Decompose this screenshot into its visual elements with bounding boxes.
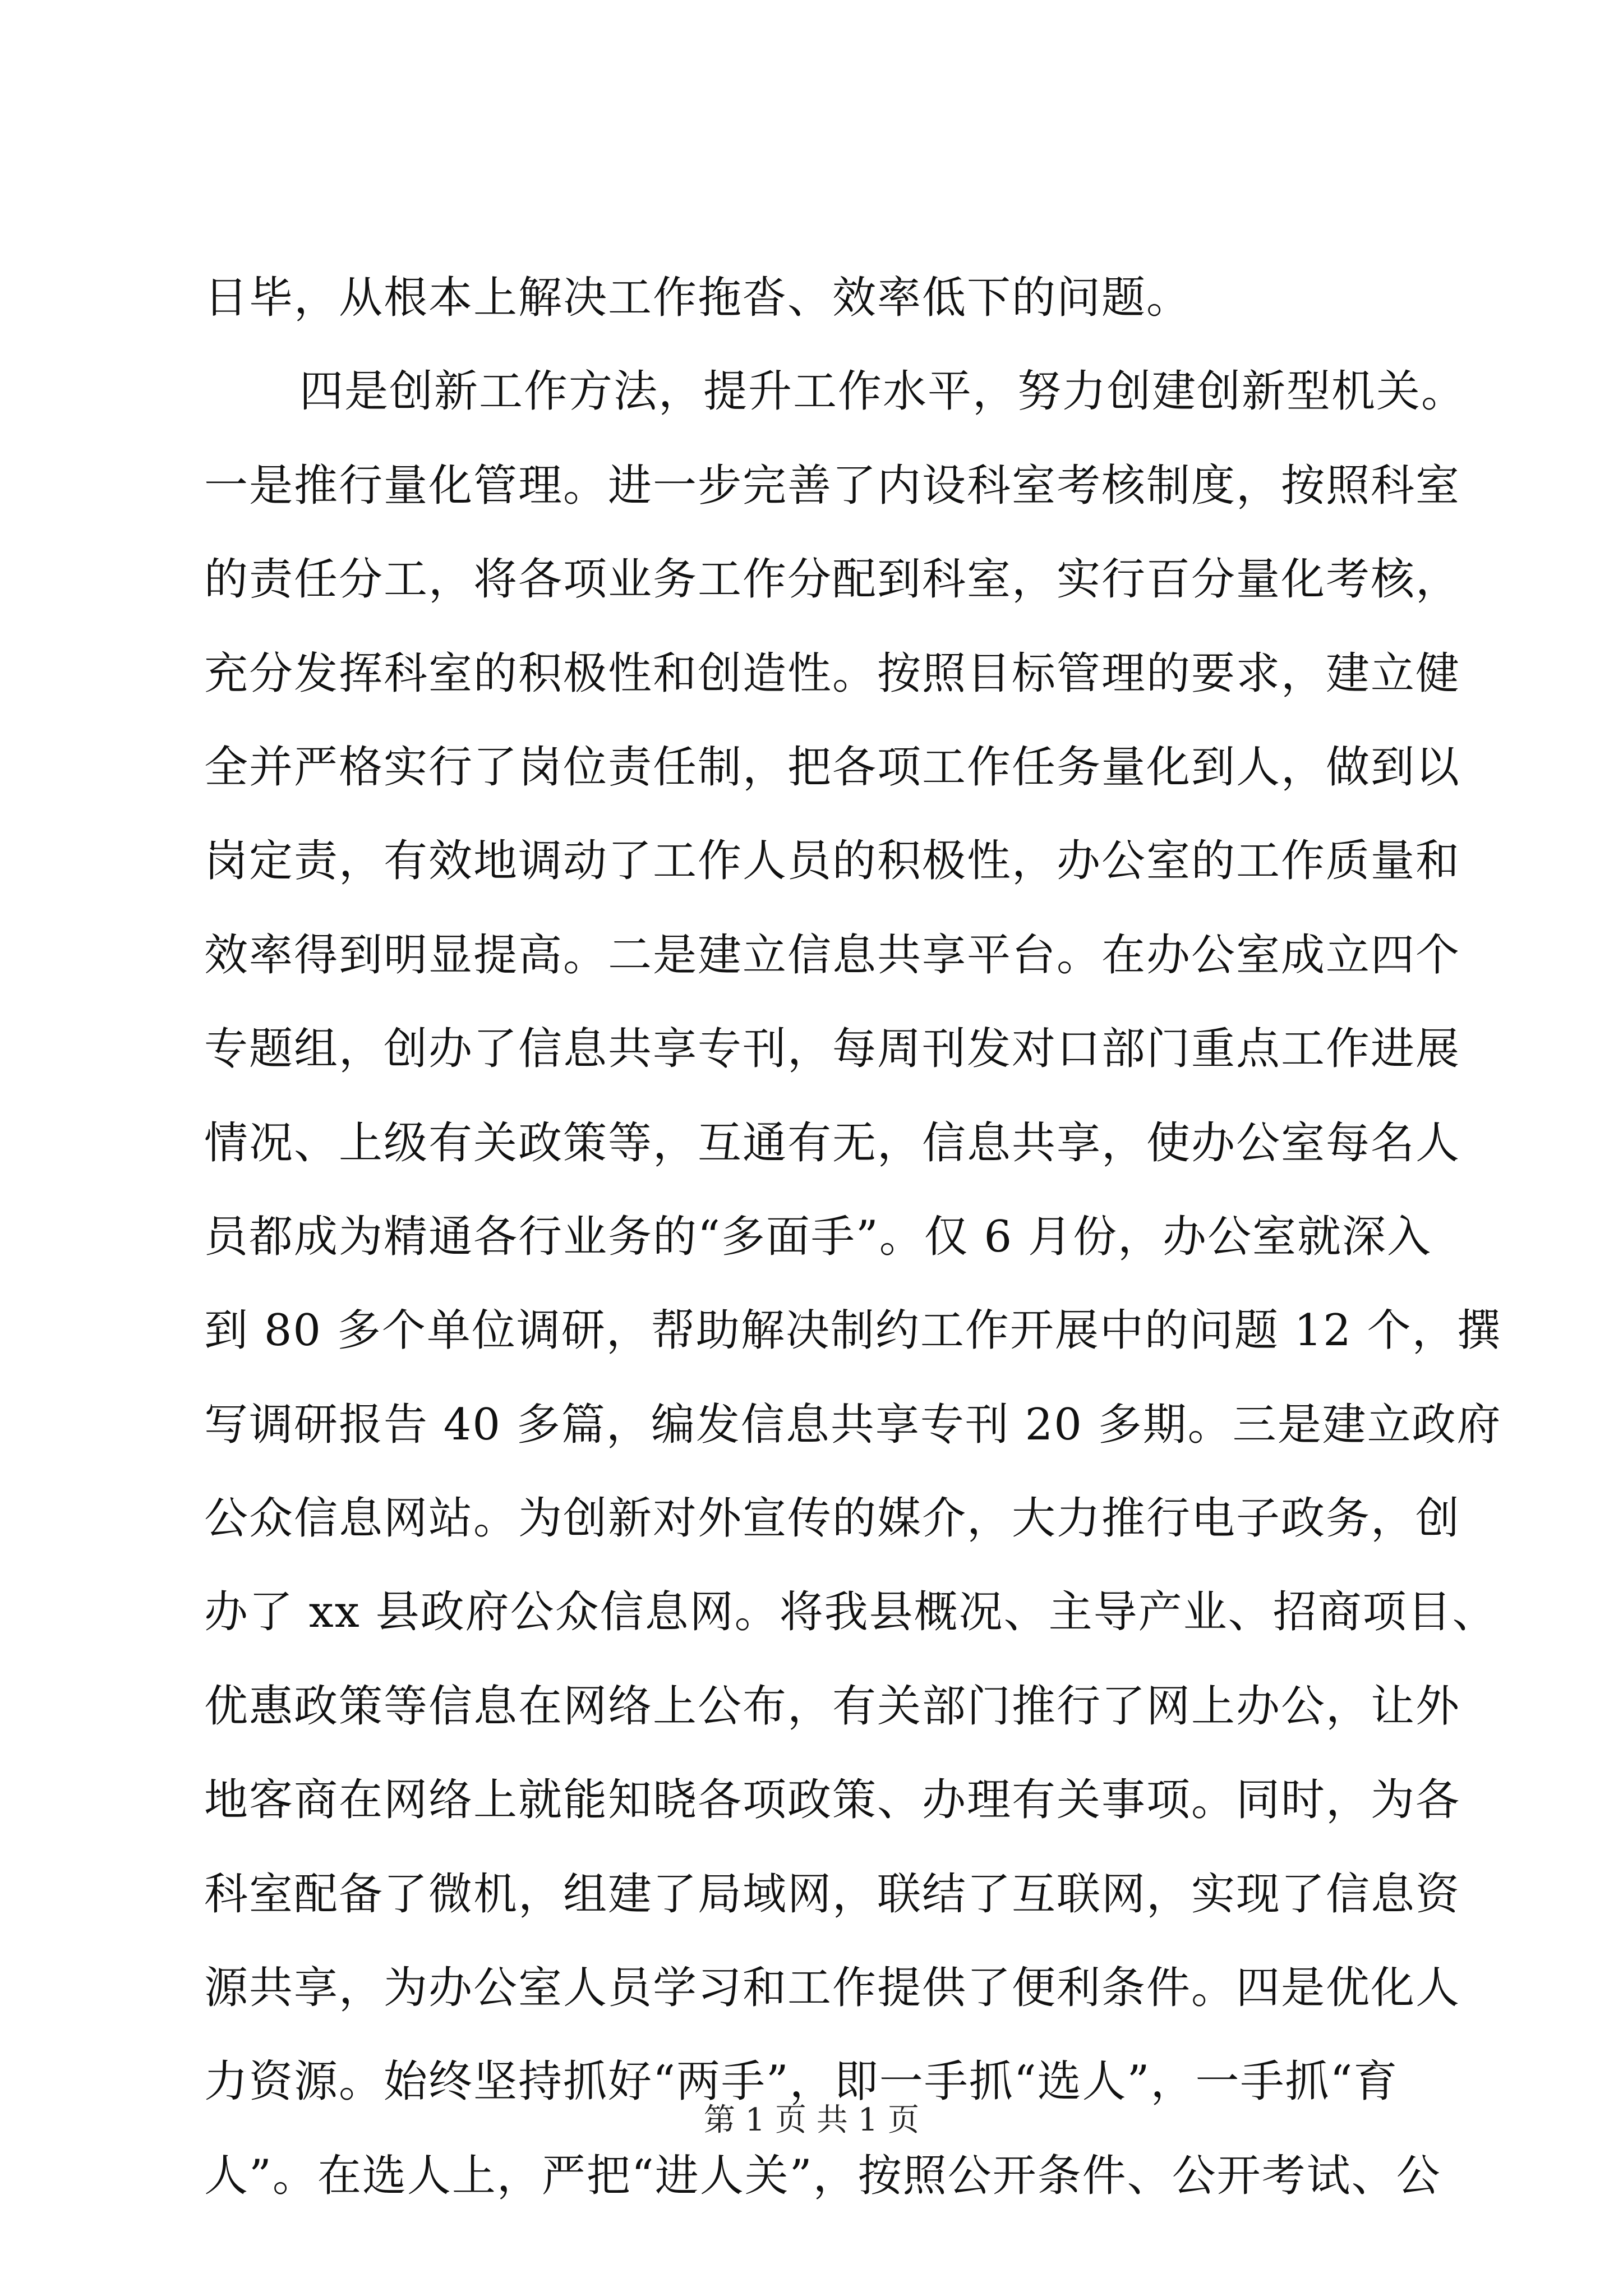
text-line: 效率得到明显提高。二是建立信息共享平台。在办公室成立四个: [204, 930, 1461, 981]
text-line: 到 80 多个单位调研，帮助解决制约工作开展中的问题 12 个，撰: [204, 1305, 1502, 1356]
text-line: 充分发挥科室的积极性和创造性。按照目标管理的要求，建立健: [204, 648, 1461, 699]
text-line: 科室配备了微机，组建了局域网，联结了互联网，实现了信息资: [204, 1869, 1461, 1920]
text-line: 四是创新工作方法，提升工作水平，努力创建创新型机关。: [299, 366, 1467, 417]
text-line: 源共享，为办公室人员学习和工作提供了便利条件。四是优化人: [204, 1963, 1461, 2014]
text-line: 日毕，从根本上解决工作拖沓、效率低下的问题。: [204, 273, 1192, 323]
text-line: 地客商在网络上就能知晓各项政策、办理有关事项。同时，为各: [204, 1775, 1461, 1826]
text-line: 员都成为精通各行业务的“多面手”。仅 6 月份，办公室就深入: [204, 1211, 1432, 1262]
text-line: 岗定责，有效地调动了工作人员的积极性，办公室的工作质量和: [204, 836, 1461, 887]
text-line: 全并严格实行了岗位责任制，把各项工作任务量化到人，做到以: [204, 742, 1461, 793]
text-line: 力资源。始终坚持抓好“两手”，即一手抓“选人”，一手抓“育: [204, 2056, 1399, 2108]
page-footer: [0, 2101, 1623, 2140]
text-line: 情况、上级有关政策等，互通有无，信息共享，使办公室每名人: [204, 1117, 1461, 1168]
page-number-label: 第 1 页 共 1 页: [703, 2102, 920, 2138]
text-line: 写调研报告 40 多篇，编发信息共享专刊 20 多期。三是建立政府: [204, 1399, 1502, 1450]
text-line: 专题组，创办了信息共享专刊，每周刊发对口部门重点工作进展: [204, 1024, 1461, 1075]
text-line: 的责任分工，将各项业务工作分配到科室，实行百分量化考核，: [204, 554, 1461, 605]
text-line: 优惠政策等信息在网络上公布，有关部门推行了网上办公，让外: [204, 1681, 1461, 1732]
text-line: 公众信息网站。为创新对外宣传的媒介，大力推行电子政务，创: [204, 1493, 1461, 1544]
text-line: 人”。在选人上，严把“进人关”，按照公开条件、公开考试、公: [204, 2150, 1441, 2201]
body-text: [204, 251, 1502, 2223]
text-line: 办了 xx 县政府公众信息网。将我县概况、主导产业、招商项目、: [204, 1587, 1497, 1638]
text-line: 一是推行量化管理。进一步完善了内设科室考核制度，按照科室: [204, 460, 1461, 511]
